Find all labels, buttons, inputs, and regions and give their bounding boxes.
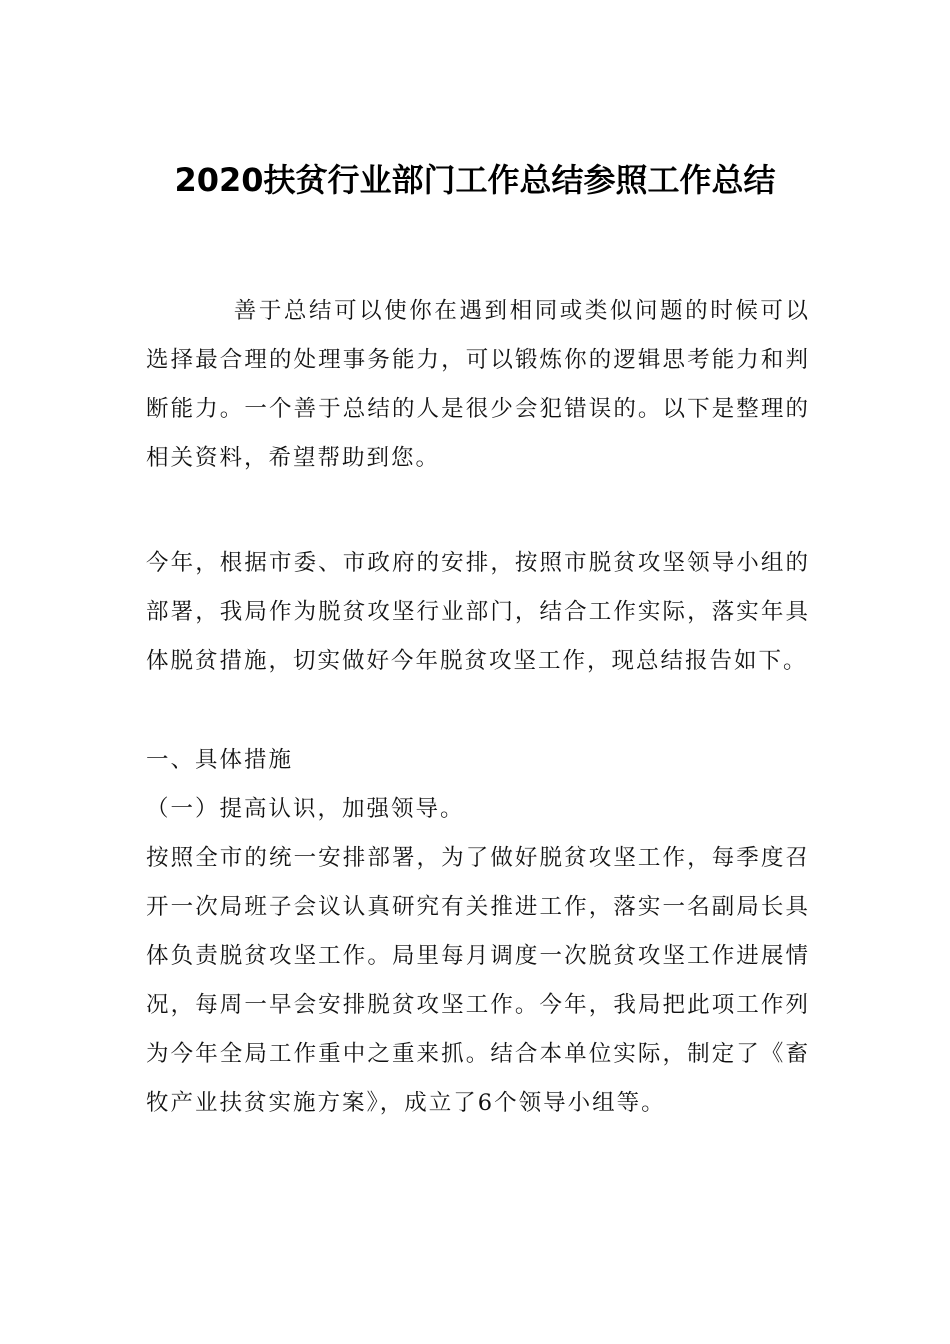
- intro-paragraph: 善于总结可以使你在遇到相同或类似问题的时候可以选择最合理的处理事务能力，可以锻炼你的逻辑思考能力和判断能力。一个善于总结的人是很少会犯错误的。以下是整理的相关资料，希望帮助到您。: [146, 298, 810, 471]
- document-title: 2020扶贫行业部门工作总结参照工作总结: [174, 161, 776, 199]
- subsection-heading: （一）提高认识，加强领导。: [146, 796, 465, 822]
- main-paragraph: 今年，根据市委、市政府的安排，按照市脱贫攻坚领导小组的部署，我局作为脱贫攻坚行业部门，结合工作实际，落实年具体脱贫措施，切实做好今年脱贫攻坚工作，现总结报告如下。: [146, 550, 810, 674]
- measures-paragraph: 按照全市的统一安排部署，为了做好脱贫攻坚工作，每季度召开一次局班子会议认真研究有关推进工作，落实一名副局长具体负责脱贫攻坚工作。局里每月调度一次脱贫攻坚工作进展情况，每周一早会安排脱贫攻坚工作。今年，我局把此项工作列为今年全局工作重中之重来抓。结合本单位实际，制定了《畜牧产业扶贫实施方案》，成立了6个领导小组等。: [146, 845, 810, 1116]
- section-heading: 一、具体措施: [146, 747, 294, 773]
